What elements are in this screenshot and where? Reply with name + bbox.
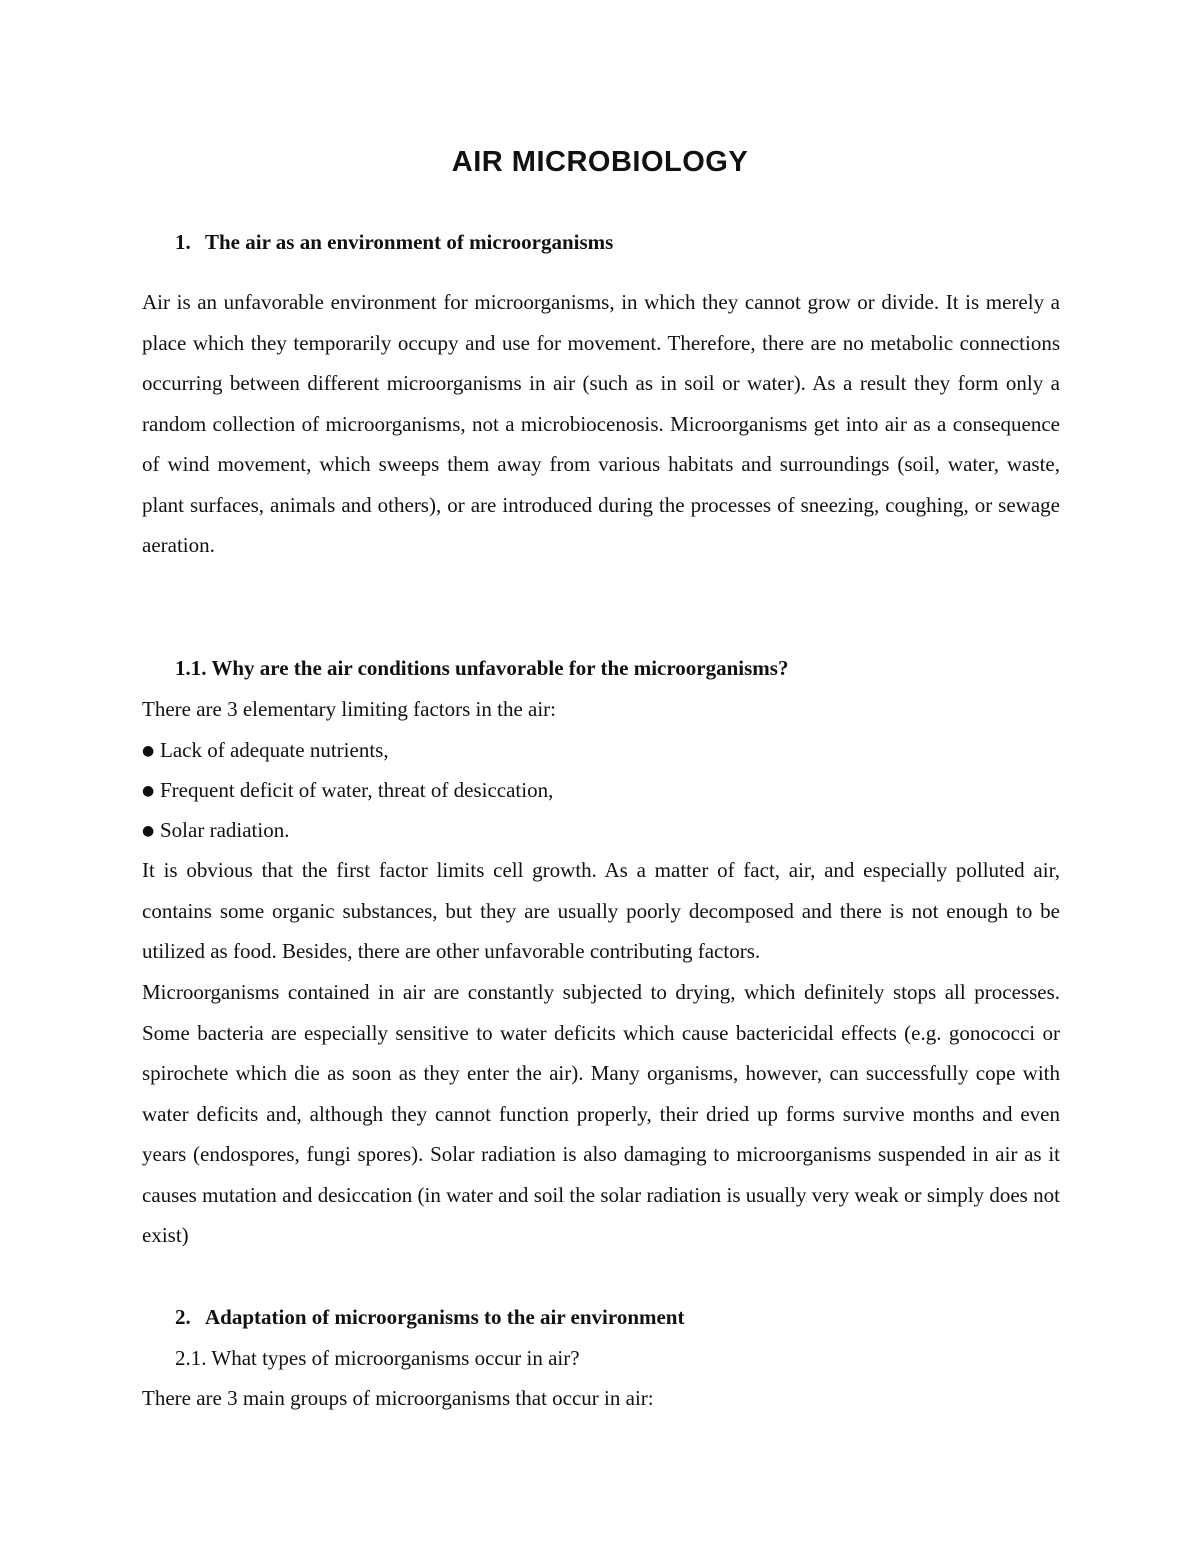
section-1-paragraph: Air is an unfavorable environment for microorganisms, in which they cannot grow or divide. It is merely a place which they temporarily occupy and use for movement. Therefore, there are no metabolic connections occurring between different microorganisms in air (such as in soil or water). As a result they form only a random collection of microorganisms, not a microbiocenosis. Microorganisms get into air as a consequence of wind movement, which sweeps them away from various habitats and surroundings (soil, water, waste, plant surfaces, animals and others), or are introduced during the processes of sneezing, coughing, or sewage aeration. (142, 290, 1060, 557)
section-2-heading (175, 1305, 684, 1330)
bullet-item (142, 818, 289, 843)
bullet-text: Frequent deficit of water, threat of desiccation, (160, 778, 554, 802)
bullet-icon: ● (142, 743, 155, 759)
bullet-text: Solar radiation. (160, 818, 290, 842)
bullet-icon: ● (142, 823, 155, 839)
section-1-number: 1. (175, 230, 191, 254)
document-title: AIR MICROBIOLOGY (451, 146, 749, 178)
bullet-text: Lack of adequate nutrients, (160, 738, 389, 762)
section-2-number: 2. (175, 1305, 191, 1329)
section-1-1-paragraph-2: Microorganisms contained in air are constantly subjected to drying, which definitely stops all processes. Some bacteria are especially sensitive to water deficits which cause bactericidal effects (e.g. gonococci or spirochete which die as soon as they enter the air). Many organisms, however, can successfully cope with water deficits and, although they cannot function properly, their dried up forms survive months and even years (endospores, fungi spores). Solar radiation is also damaging to microorganisms suspended in air as it causes mutation and desiccation (in water and soil the solar radiation is usually very weak or simply does not exist) (142, 980, 1060, 1247)
bullet-item (142, 738, 389, 763)
section-1-1-intro: There are 3 elementary limiting factors in the air: (142, 697, 556, 721)
section-1-heading (175, 230, 613, 255)
section-2-heading-text: Adaptation of microorganisms to the air environment (205, 1305, 685, 1329)
section-1-heading-text: The air as an environment of microorganisms (205, 230, 614, 254)
section-1-1-paragraph-1: It is obvious that the first factor limits cell growth. As a matter of fact, air, and especially polluted air, contains some organic substances, but they are usually poorly decomposed and there is not enough to be utilized as food. Besides, there are other unfavorable contributing factors. (142, 858, 1060, 963)
section-2-1-subheading: 2.1. What types of microorganisms occur in air? (175, 1346, 580, 1370)
section-2-intro: There are 3 main groups of microorganisms that occur in air: (142, 1386, 654, 1410)
bullet-item (142, 778, 553, 803)
bullet-icon: ● (142, 783, 155, 799)
section-1-1-heading: 1.1. Why are the air conditions unfavorable for the microorganisms? (175, 656, 789, 680)
